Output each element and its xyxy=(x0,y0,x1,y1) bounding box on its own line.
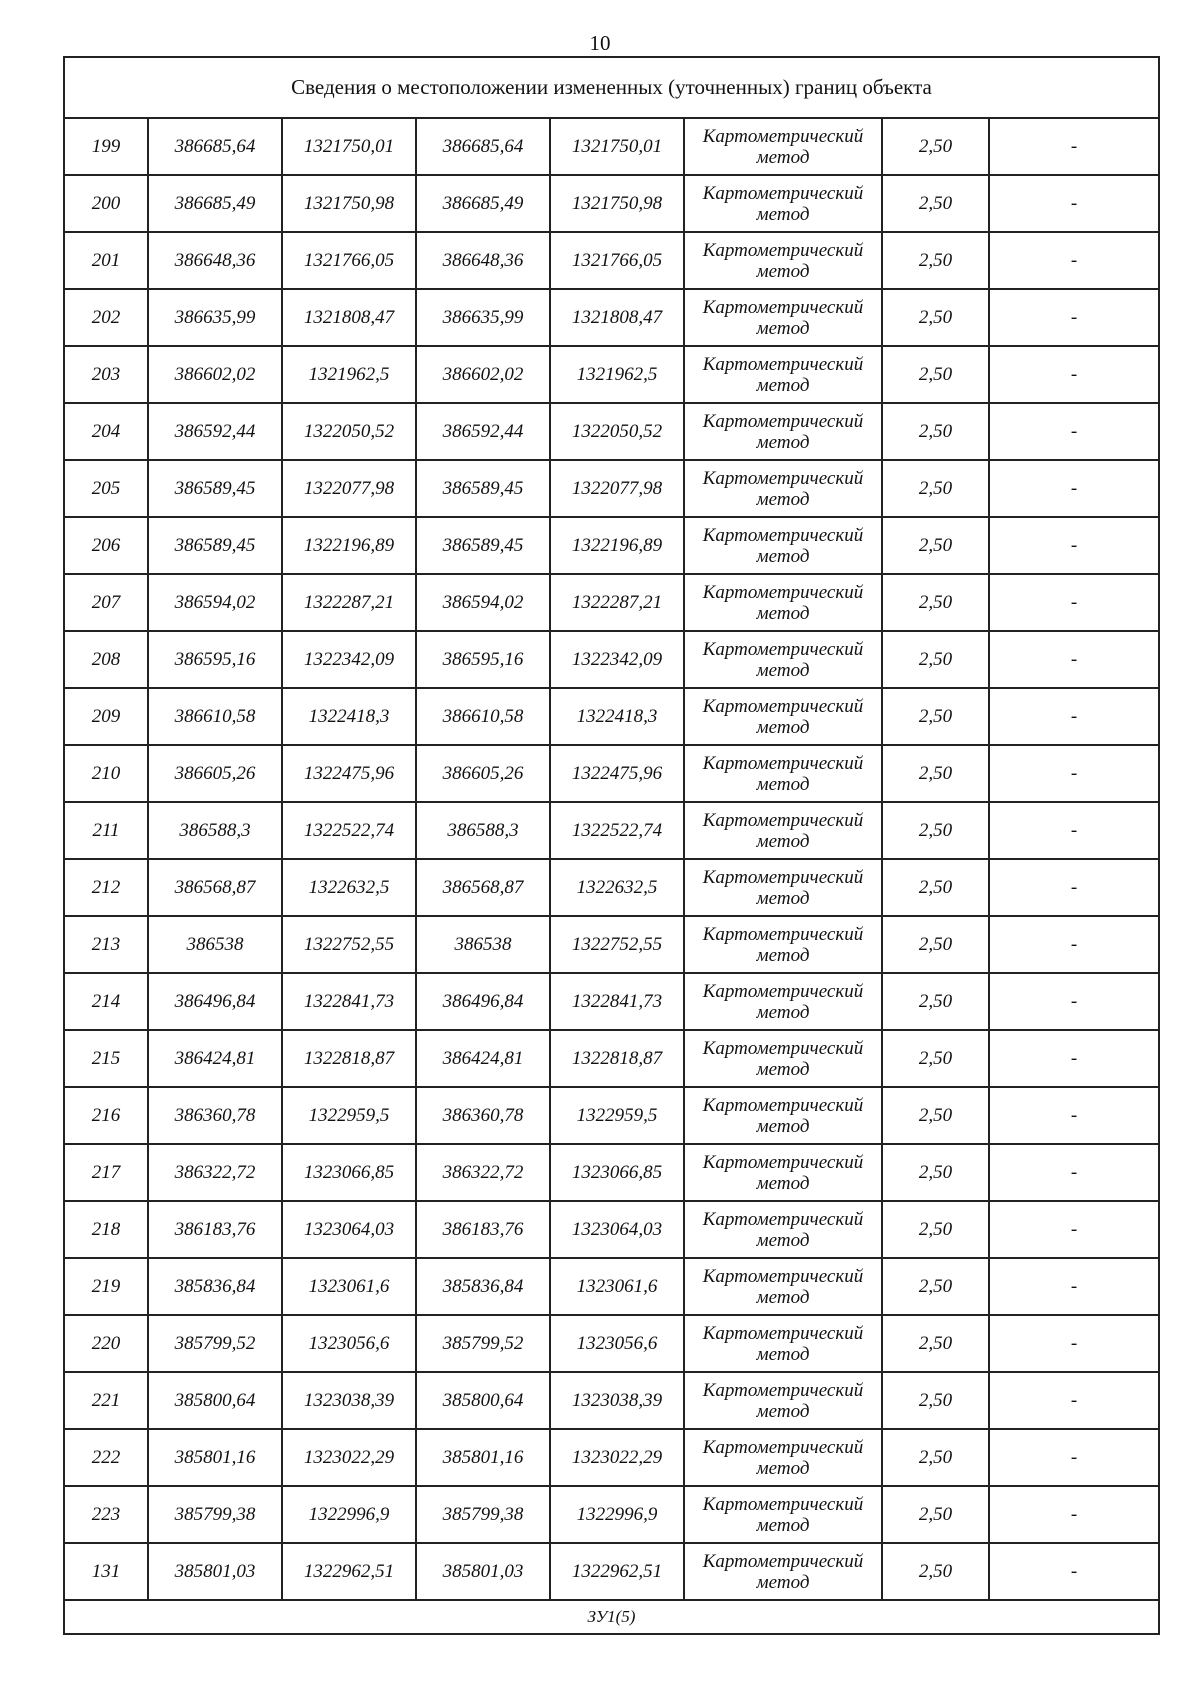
method-line-2: метод xyxy=(756,1286,810,1308)
point-number-cell: 216 xyxy=(64,1087,148,1144)
accuracy-cell: 2,50 xyxy=(882,574,989,631)
refined-y-cell: 1322522,74 xyxy=(550,802,684,859)
method-line-1: Картометрический xyxy=(702,1094,864,1116)
refined-x-cell: 386602,02 xyxy=(416,346,550,403)
refined-x-cell: 386685,64 xyxy=(416,118,550,175)
point-number-cell: 208 xyxy=(64,631,148,688)
existing-x-cell: 386648,36 xyxy=(148,232,282,289)
point-number-cell: 220 xyxy=(64,1315,148,1372)
note-cell: - xyxy=(989,916,1159,973)
accuracy-cell: 2,50 xyxy=(882,1201,989,1258)
accuracy-cell: 2,50 xyxy=(882,1486,989,1543)
table-footer-row xyxy=(64,1600,1159,1634)
table-row xyxy=(64,232,1159,289)
method-line-2: метод xyxy=(756,545,810,567)
refined-x-cell: 386588,3 xyxy=(416,802,550,859)
method-line-2: метод xyxy=(756,1058,810,1080)
method-line-2: метод xyxy=(756,374,810,396)
refined-y-cell: 1323038,39 xyxy=(550,1372,684,1429)
refined-y-cell: 1322996,9 xyxy=(550,1486,684,1543)
method-line-2: метод xyxy=(756,431,810,453)
point-number-cell: 201 xyxy=(64,232,148,289)
table-row xyxy=(64,517,1159,574)
method-line-2: метод xyxy=(756,146,810,168)
table-row xyxy=(64,1201,1159,1258)
refined-x-cell: 386589,45 xyxy=(416,517,550,574)
refined-y-cell: 1322077,98 xyxy=(550,460,684,517)
refined-x-cell: 386568,87 xyxy=(416,859,550,916)
method-line-1: Картометрический xyxy=(702,524,864,546)
table-row xyxy=(64,574,1159,631)
point-number-cell: 223 xyxy=(64,1486,148,1543)
table-row xyxy=(64,289,1159,346)
note-cell: - xyxy=(989,973,1159,1030)
existing-y-cell: 1322418,3 xyxy=(282,688,416,745)
table-row xyxy=(64,631,1159,688)
refined-x-cell: 386592,44 xyxy=(416,403,550,460)
refined-x-cell: 386360,78 xyxy=(416,1087,550,1144)
existing-y-cell: 1323056,6 xyxy=(282,1315,416,1372)
accuracy-cell: 2,50 xyxy=(882,631,989,688)
method-cell xyxy=(684,175,882,232)
method-line-1: Картометрический xyxy=(702,866,864,888)
method-line-2: метод xyxy=(756,602,810,624)
method-cell xyxy=(684,1429,882,1486)
point-number-cell: 213 xyxy=(64,916,148,973)
method-cell xyxy=(684,859,882,916)
existing-y-cell: 1321766,05 xyxy=(282,232,416,289)
existing-x-cell: 386360,78 xyxy=(148,1087,282,1144)
point-number-cell: 210 xyxy=(64,745,148,802)
method-line-1: Картометрический xyxy=(702,125,864,147)
refined-x-cell: 386610,58 xyxy=(416,688,550,745)
table-row xyxy=(64,802,1159,859)
point-number-cell: 200 xyxy=(64,175,148,232)
method-cell xyxy=(684,1201,882,1258)
method-line-2: метод xyxy=(756,1343,810,1365)
refined-y-cell: 1322342,09 xyxy=(550,631,684,688)
point-number-cell: 205 xyxy=(64,460,148,517)
method-cell xyxy=(684,916,882,973)
existing-y-cell: 1322077,98 xyxy=(282,460,416,517)
accuracy-cell: 2,50 xyxy=(882,973,989,1030)
existing-x-cell: 385800,64 xyxy=(148,1372,282,1429)
table-row xyxy=(64,1429,1159,1486)
parcel-designation: ЗУ1(5) xyxy=(64,1600,1159,1634)
existing-y-cell: 1323022,29 xyxy=(282,1429,416,1486)
point-number-cell: 199 xyxy=(64,118,148,175)
method-cell xyxy=(684,232,882,289)
refined-y-cell: 1322050,52 xyxy=(550,403,684,460)
method-cell xyxy=(684,1087,882,1144)
method-cell xyxy=(684,1486,882,1543)
method-cell xyxy=(684,403,882,460)
refined-x-cell: 385799,38 xyxy=(416,1486,550,1543)
accuracy-cell: 2,50 xyxy=(882,289,989,346)
refined-y-cell: 1323066,85 xyxy=(550,1144,684,1201)
method-line-1: Картометрический xyxy=(702,296,864,318)
existing-y-cell: 1321808,47 xyxy=(282,289,416,346)
accuracy-cell: 2,50 xyxy=(882,403,989,460)
accuracy-cell: 2,50 xyxy=(882,118,989,175)
accuracy-cell: 2,50 xyxy=(882,1315,989,1372)
point-number-cell: 131 xyxy=(64,1543,148,1600)
accuracy-cell: 2,50 xyxy=(882,1429,989,1486)
note-cell: - xyxy=(989,517,1159,574)
method-cell xyxy=(684,631,882,688)
refined-y-cell: 1321750,01 xyxy=(550,118,684,175)
existing-y-cell: 1321750,01 xyxy=(282,118,416,175)
existing-x-cell: 385801,16 xyxy=(148,1429,282,1486)
note-cell: - xyxy=(989,1372,1159,1429)
note-cell: - xyxy=(989,289,1159,346)
point-number-cell: 219 xyxy=(64,1258,148,1315)
method-cell xyxy=(684,745,882,802)
table-row xyxy=(64,1315,1159,1372)
note-cell: - xyxy=(989,1429,1159,1486)
existing-x-cell: 386496,84 xyxy=(148,973,282,1030)
refined-x-cell: 386424,81 xyxy=(416,1030,550,1087)
note-cell: - xyxy=(989,1030,1159,1087)
refined-y-cell: 1322632,5 xyxy=(550,859,684,916)
method-line-2: метод xyxy=(756,1457,810,1479)
accuracy-cell: 2,50 xyxy=(882,859,989,916)
refined-y-cell: 1322959,5 xyxy=(550,1087,684,1144)
method-line-2: метод xyxy=(756,203,810,225)
refined-y-cell: 1323022,29 xyxy=(550,1429,684,1486)
method-line-1: Картометрический xyxy=(702,1037,864,1059)
accuracy-cell: 2,50 xyxy=(882,688,989,745)
refined-x-cell: 386595,16 xyxy=(416,631,550,688)
method-cell xyxy=(684,802,882,859)
method-line-1: Картометрический xyxy=(702,239,864,261)
existing-y-cell: 1322632,5 xyxy=(282,859,416,916)
note-cell: - xyxy=(989,1486,1159,1543)
refined-x-cell: 386648,36 xyxy=(416,232,550,289)
existing-y-cell: 1322342,09 xyxy=(282,631,416,688)
existing-x-cell: 385799,38 xyxy=(148,1486,282,1543)
existing-x-cell: 386568,87 xyxy=(148,859,282,916)
point-number-cell: 222 xyxy=(64,1429,148,1486)
existing-x-cell: 386602,02 xyxy=(148,346,282,403)
existing-x-cell: 385836,84 xyxy=(148,1258,282,1315)
refined-y-cell: 1322418,3 xyxy=(550,688,684,745)
method-line-1: Картометрический xyxy=(702,1151,864,1173)
point-number-cell: 206 xyxy=(64,517,148,574)
point-number-cell: 214 xyxy=(64,973,148,1030)
existing-x-cell: 386635,99 xyxy=(148,289,282,346)
method-line-1: Картометрический xyxy=(702,182,864,204)
existing-y-cell: 1322522,74 xyxy=(282,802,416,859)
existing-x-cell: 386538 xyxy=(148,916,282,973)
method-line-2: метод xyxy=(756,773,810,795)
existing-y-cell: 1323066,85 xyxy=(282,1144,416,1201)
note-cell: - xyxy=(989,688,1159,745)
note-cell: - xyxy=(989,1258,1159,1315)
note-cell: - xyxy=(989,118,1159,175)
accuracy-cell: 2,50 xyxy=(882,745,989,802)
refined-x-cell: 386322,72 xyxy=(416,1144,550,1201)
table-row xyxy=(64,973,1159,1030)
table-row xyxy=(64,1030,1159,1087)
method-line-1: Картометрический xyxy=(702,980,864,1002)
accuracy-cell: 2,50 xyxy=(882,346,989,403)
accuracy-cell: 2,50 xyxy=(882,802,989,859)
page-number: 10 xyxy=(589,31,611,55)
method-cell xyxy=(684,1372,882,1429)
table-row xyxy=(64,1543,1159,1600)
table-row xyxy=(64,118,1159,175)
note-cell: - xyxy=(989,232,1159,289)
refined-x-cell: 386496,84 xyxy=(416,973,550,1030)
table-row xyxy=(64,745,1159,802)
point-number-cell: 211 xyxy=(64,802,148,859)
refined-y-cell: 1322287,21 xyxy=(550,574,684,631)
method-cell xyxy=(684,517,882,574)
table-row xyxy=(64,859,1159,916)
method-line-2: метод xyxy=(756,1001,810,1023)
point-number-cell: 221 xyxy=(64,1372,148,1429)
existing-x-cell: 386592,44 xyxy=(148,403,282,460)
method-line-1: Картометрический xyxy=(702,923,864,945)
table-row xyxy=(64,175,1159,232)
accuracy-cell: 2,50 xyxy=(882,1258,989,1315)
existing-x-cell: 386685,49 xyxy=(148,175,282,232)
method-line-1: Картометрический xyxy=(702,410,864,432)
refined-x-cell: 386685,49 xyxy=(416,175,550,232)
existing-y-cell: 1322475,96 xyxy=(282,745,416,802)
method-line-1: Картометрический xyxy=(702,353,864,375)
table-row xyxy=(64,688,1159,745)
refined-x-cell: 385801,03 xyxy=(416,1543,550,1600)
method-line-2: метод xyxy=(756,1571,810,1593)
table-title-row xyxy=(64,57,1159,118)
existing-y-cell: 1321750,98 xyxy=(282,175,416,232)
table-row xyxy=(64,346,1159,403)
existing-y-cell: 1322752,55 xyxy=(282,916,416,973)
method-line-2: метод xyxy=(756,260,810,282)
existing-x-cell: 386610,58 xyxy=(148,688,282,745)
existing-x-cell: 386594,02 xyxy=(148,574,282,631)
note-cell: - xyxy=(989,1087,1159,1144)
accuracy-cell: 2,50 xyxy=(882,1030,989,1087)
point-number-cell: 215 xyxy=(64,1030,148,1087)
method-cell xyxy=(684,289,882,346)
refined-y-cell: 1321750,98 xyxy=(550,175,684,232)
existing-y-cell: 1323061,6 xyxy=(282,1258,416,1315)
refined-x-cell: 386635,99 xyxy=(416,289,550,346)
table-title: Сведения о местоположении измененных (уточненных) границ объекта xyxy=(64,57,1159,118)
note-cell: - xyxy=(989,1201,1159,1258)
method-cell xyxy=(684,1030,882,1087)
refined-y-cell: 1321962,5 xyxy=(550,346,684,403)
existing-x-cell: 386424,81 xyxy=(148,1030,282,1087)
refined-x-cell: 386589,45 xyxy=(416,460,550,517)
note-cell: - xyxy=(989,859,1159,916)
existing-y-cell: 1322287,21 xyxy=(282,574,416,631)
method-line-1: Картометрический xyxy=(702,1379,864,1401)
existing-y-cell: 1322050,52 xyxy=(282,403,416,460)
method-line-2: метод xyxy=(756,716,810,738)
method-line-2: метод xyxy=(756,1400,810,1422)
method-cell xyxy=(684,346,882,403)
existing-y-cell: 1322841,73 xyxy=(282,973,416,1030)
note-cell: - xyxy=(989,1315,1159,1372)
refined-y-cell: 1322841,73 xyxy=(550,973,684,1030)
table-row xyxy=(64,1087,1159,1144)
method-line-1: Картометрический xyxy=(702,1493,864,1515)
boundary-coordinates-table xyxy=(63,56,1160,1635)
method-cell xyxy=(684,118,882,175)
existing-x-cell: 386588,3 xyxy=(148,802,282,859)
refined-x-cell: 385836,84 xyxy=(416,1258,550,1315)
accuracy-cell: 2,50 xyxy=(882,460,989,517)
method-cell xyxy=(684,1258,882,1315)
existing-y-cell: 1321962,5 xyxy=(282,346,416,403)
note-cell: - xyxy=(989,346,1159,403)
existing-y-cell: 1323064,03 xyxy=(282,1201,416,1258)
table-row xyxy=(64,403,1159,460)
method-line-1: Картометрический xyxy=(702,1208,864,1230)
accuracy-cell: 2,50 xyxy=(882,175,989,232)
method-line-1: Картометрический xyxy=(702,695,864,717)
note-cell: - xyxy=(989,802,1159,859)
method-line-2: метод xyxy=(756,1229,810,1251)
method-cell xyxy=(684,688,882,745)
point-number-cell: 204 xyxy=(64,403,148,460)
method-line-2: метод xyxy=(756,317,810,339)
refined-x-cell: 386538 xyxy=(416,916,550,973)
existing-x-cell: 386595,16 xyxy=(148,631,282,688)
existing-x-cell: 386685,64 xyxy=(148,118,282,175)
accuracy-cell: 2,50 xyxy=(882,1087,989,1144)
existing-x-cell: 386605,26 xyxy=(148,745,282,802)
method-cell xyxy=(684,1315,882,1372)
existing-y-cell: 1322818,87 xyxy=(282,1030,416,1087)
refined-y-cell: 1321808,47 xyxy=(550,289,684,346)
table-row xyxy=(64,1144,1159,1201)
point-number-cell: 209 xyxy=(64,688,148,745)
refined-y-cell: 1322196,89 xyxy=(550,517,684,574)
accuracy-cell: 2,50 xyxy=(882,1543,989,1600)
accuracy-cell: 2,50 xyxy=(882,916,989,973)
refined-x-cell: 385800,64 xyxy=(416,1372,550,1429)
point-number-cell: 212 xyxy=(64,859,148,916)
method-line-1: Картометрический xyxy=(702,638,864,660)
existing-x-cell: 385799,52 xyxy=(148,1315,282,1372)
note-cell: - xyxy=(989,175,1159,232)
method-line-2: метод xyxy=(756,659,810,681)
existing-x-cell: 386589,45 xyxy=(148,517,282,574)
point-number-cell: 217 xyxy=(64,1144,148,1201)
method-line-1: Картометрический xyxy=(702,581,864,603)
method-line-1: Картометрический xyxy=(702,1436,864,1458)
note-cell: - xyxy=(989,631,1159,688)
refined-x-cell: 386605,26 xyxy=(416,745,550,802)
point-number-cell: 207 xyxy=(64,574,148,631)
existing-x-cell: 386183,76 xyxy=(148,1201,282,1258)
accuracy-cell: 2,50 xyxy=(882,1144,989,1201)
refined-y-cell: 1323064,03 xyxy=(550,1201,684,1258)
refined-y-cell: 1323061,6 xyxy=(550,1258,684,1315)
existing-x-cell: 386589,45 xyxy=(148,460,282,517)
refined-y-cell: 1321766,05 xyxy=(550,232,684,289)
refined-y-cell: 1323056,6 xyxy=(550,1315,684,1372)
point-number-cell: 203 xyxy=(64,346,148,403)
point-number-cell: 202 xyxy=(64,289,148,346)
method-line-1: Картометрический xyxy=(702,1265,864,1287)
refined-x-cell: 386183,76 xyxy=(416,1201,550,1258)
refined-x-cell: 385801,16 xyxy=(416,1429,550,1486)
existing-y-cell: 1323038,39 xyxy=(282,1372,416,1429)
note-cell: - xyxy=(989,745,1159,802)
method-line-2: метод xyxy=(756,944,810,966)
existing-y-cell: 1322996,9 xyxy=(282,1486,416,1543)
note-cell: - xyxy=(989,403,1159,460)
accuracy-cell: 2,50 xyxy=(882,517,989,574)
method-line-2: метод xyxy=(756,488,810,510)
method-line-2: метод xyxy=(756,887,810,909)
table-row xyxy=(64,1486,1159,1543)
note-cell: - xyxy=(989,1543,1159,1600)
existing-y-cell: 1322196,89 xyxy=(282,517,416,574)
refined-x-cell: 385799,52 xyxy=(416,1315,550,1372)
method-cell xyxy=(684,574,882,631)
existing-x-cell: 385801,03 xyxy=(148,1543,282,1600)
table-row xyxy=(64,1372,1159,1429)
refined-y-cell: 1322475,96 xyxy=(550,745,684,802)
refined-y-cell: 1322752,55 xyxy=(550,916,684,973)
method-line-1: Картометрический xyxy=(702,752,864,774)
table-row xyxy=(64,1258,1159,1315)
method-line-2: метод xyxy=(756,1172,810,1194)
method-cell xyxy=(684,1144,882,1201)
method-cell xyxy=(684,1543,882,1600)
note-cell: - xyxy=(989,460,1159,517)
method-line-1: Картометрический xyxy=(702,1322,864,1344)
existing-x-cell: 386322,72 xyxy=(148,1144,282,1201)
method-cell xyxy=(684,973,882,1030)
note-cell: - xyxy=(989,1144,1159,1201)
method-cell xyxy=(684,460,882,517)
refined-y-cell: 1322962,51 xyxy=(550,1543,684,1600)
table-row xyxy=(64,460,1159,517)
note-cell: - xyxy=(989,574,1159,631)
method-line-1: Картометрический xyxy=(702,809,864,831)
accuracy-cell: 2,50 xyxy=(882,232,989,289)
table-row xyxy=(64,916,1159,973)
point-number-cell: 218 xyxy=(64,1201,148,1258)
existing-y-cell: 1322962,51 xyxy=(282,1543,416,1600)
method-line-2: метод xyxy=(756,1514,810,1536)
method-line-1: Картометрический xyxy=(702,467,864,489)
accuracy-cell: 2,50 xyxy=(882,1372,989,1429)
method-line-2: метод xyxy=(756,1115,810,1137)
refined-y-cell: 1322818,87 xyxy=(550,1030,684,1087)
existing-y-cell: 1322959,5 xyxy=(282,1087,416,1144)
method-line-1: Картометрический xyxy=(702,1550,864,1572)
refined-x-cell: 386594,02 xyxy=(416,574,550,631)
method-line-2: метод xyxy=(756,830,810,852)
